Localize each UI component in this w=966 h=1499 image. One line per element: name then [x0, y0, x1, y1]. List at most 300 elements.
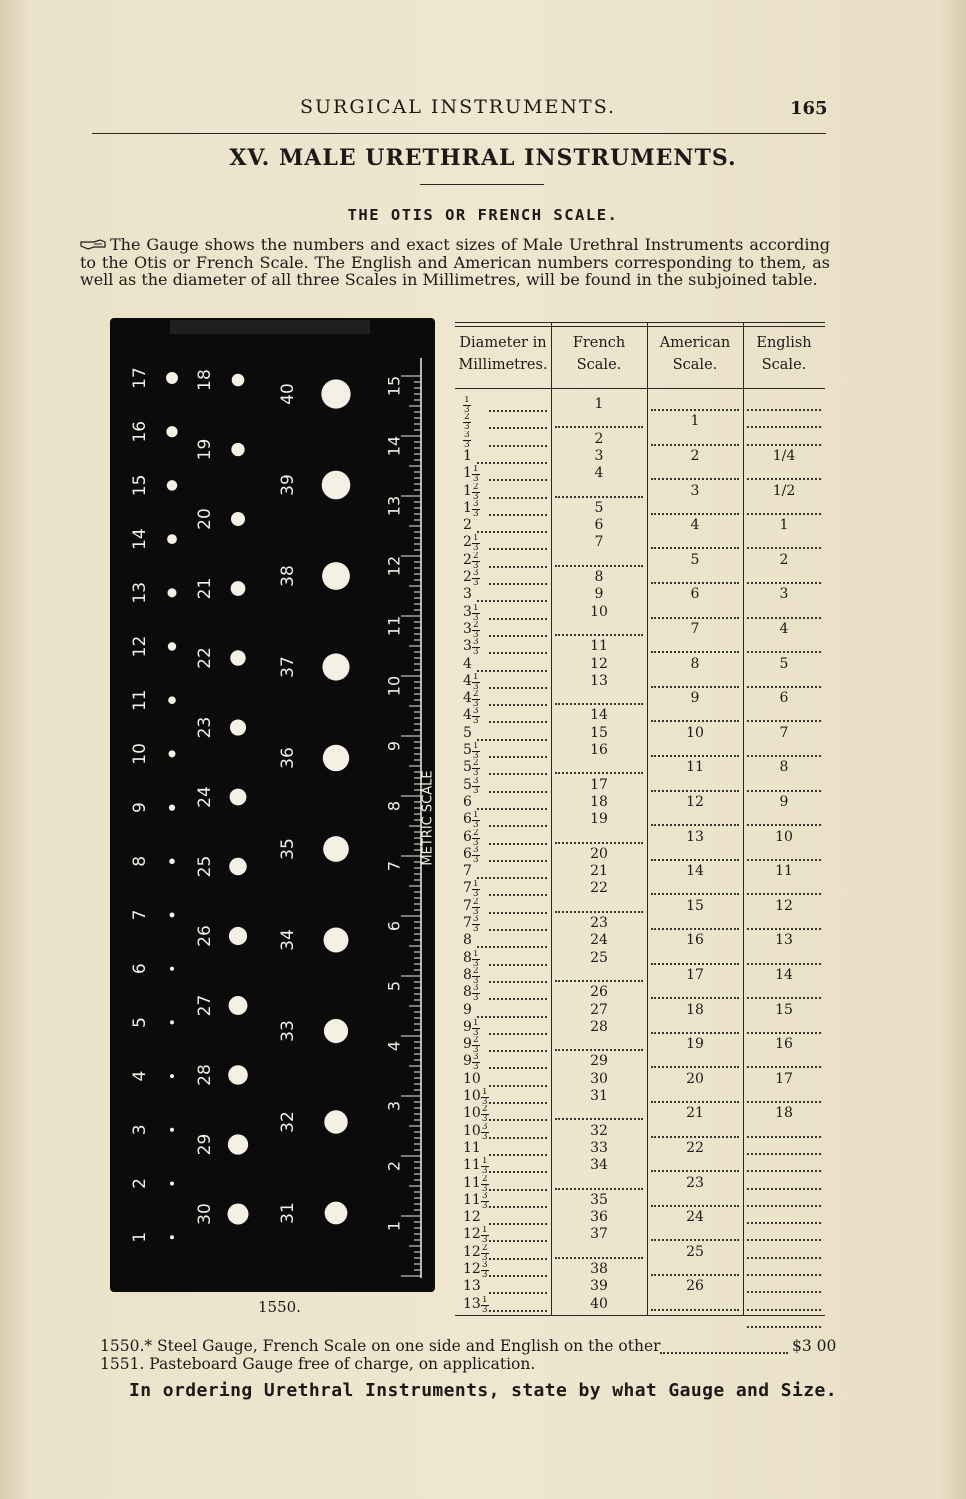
footnote-1551: 1551. Pasteboard Gauge free of charge, on application. — [100, 1355, 536, 1373]
mm-leader-dots — [489, 616, 547, 620]
mm-leader-dots — [489, 927, 547, 931]
fraction-denominator: 3 — [464, 405, 470, 413]
mm-fraction — [472, 638, 480, 655]
fraction-denominator: 3 — [472, 820, 479, 829]
gauge-hole-15 — [167, 480, 178, 491]
mm-fraction — [481, 1261, 489, 1278]
gauge-hole-1 — [170, 1235, 174, 1239]
mm-whole: 7 — [463, 880, 472, 897]
table-top-rule — [455, 322, 825, 323]
table-cell-french: 35 — [590, 1191, 608, 1208]
fraction-numerator: 3 — [472, 1053, 479, 1063]
table-cell-american: 23 — [686, 1174, 704, 1191]
mm-fraction — [472, 569, 480, 586]
gauge-hole-37 — [322, 653, 349, 680]
mm-leader-dots — [489, 702, 547, 706]
table-dot-leader — [651, 511, 739, 515]
mm-leader-dots — [489, 1100, 547, 1104]
fraction-denominator: 3 — [472, 474, 479, 483]
mm-fraction — [481, 1226, 489, 1243]
mm-fraction — [472, 673, 480, 690]
table-dot-leader — [747, 857, 821, 861]
mm-fraction — [472, 777, 480, 794]
table-cell-american: 15 — [686, 897, 704, 914]
table-dot-leader — [747, 1186, 821, 1190]
mm-leader-dots — [489, 754, 547, 758]
fraction-denominator: 3 — [481, 1114, 488, 1123]
conversion-table — [455, 322, 825, 1316]
mm-leader-dots — [489, 1135, 547, 1139]
gauge-number-1: 1 — [130, 1231, 150, 1243]
table-dot-leader — [651, 649, 739, 653]
gauge-number-31: 31 — [278, 1202, 298, 1224]
fraction-numerator: 3 — [472, 776, 479, 786]
gauge-hole-11 — [168, 696, 176, 704]
gauge-hole-4 — [170, 1074, 174, 1078]
mm-leader-dots — [489, 979, 547, 983]
gauge-number-30: 30 — [195, 1203, 215, 1225]
fraction-denominator: 3 — [472, 699, 479, 708]
metric-scale-label: METRIC SCALE — [420, 770, 435, 866]
ruler-number-10: 10 — [384, 675, 404, 697]
fraction-denominator: 3 — [472, 889, 479, 898]
mm-fraction — [472, 621, 480, 638]
mm-fraction — [481, 1296, 489, 1313]
table-cell-french: 2 — [594, 430, 604, 447]
mm-fraction — [472, 829, 480, 846]
gauge-number-17: 17 — [130, 367, 150, 389]
table-dot-leader — [747, 424, 821, 428]
mm-whole: 9 — [463, 1018, 472, 1035]
table-dot-leader — [747, 718, 821, 722]
table-dot-leader — [747, 961, 821, 965]
table-dot-leader — [555, 701, 643, 705]
mm-whole: 2 — [463, 517, 472, 534]
intro-paragraph — [80, 236, 830, 289]
mm-whole: 3 — [463, 603, 472, 620]
table-cell-american: 21 — [686, 1105, 704, 1122]
mm-fraction — [481, 1192, 489, 1209]
table-dot-leader — [747, 1064, 821, 1068]
table-dot-leader — [747, 476, 821, 480]
mm-whole: 11 — [463, 1139, 481, 1156]
table-dot-leader — [747, 822, 821, 826]
mm-whole: 12 — [463, 1243, 481, 1260]
table-cell-american: 8 — [690, 655, 700, 672]
mm-fraction — [472, 1019, 480, 1036]
mm-whole: 11 — [463, 1191, 481, 1208]
mm-whole: 2 — [463, 551, 472, 568]
mm-fraction — [472, 984, 480, 1001]
gauge-number-20: 20 — [195, 508, 215, 530]
table-cell-french: 17 — [590, 776, 608, 793]
fraction-numerator: 2 — [472, 759, 479, 769]
mm-leader-dots — [489, 1169, 547, 1173]
table-dot-leader — [651, 718, 739, 722]
mm-leader-dots — [489, 1290, 547, 1294]
gauge-hole-30 — [228, 1204, 249, 1225]
fraction-numerator: 2 — [472, 897, 479, 907]
table-cell-french: 13 — [590, 672, 608, 689]
table-dot-leader — [747, 891, 821, 895]
gauge-hole-38 — [322, 562, 350, 590]
table-cell-american: 13 — [686, 828, 704, 845]
ruler-number-15: 15 — [384, 375, 404, 397]
gauge-hole-39 — [322, 471, 351, 500]
fraction-denominator: 3 — [481, 1304, 488, 1313]
mm-fraction — [472, 950, 480, 967]
table-dot-leader — [651, 857, 739, 861]
gauge-hole-31 — [325, 1202, 348, 1225]
mm-whole: 12 — [463, 1261, 481, 1277]
mm-whole: 13 — [463, 1278, 481, 1295]
gauge-hole-17 — [166, 372, 178, 384]
mm-whole: 5 — [463, 742, 472, 758]
header-mm-line2: Millimetres. — [458, 357, 548, 373]
mm-leader-dots — [489, 1204, 547, 1208]
mm-leader-dots — [489, 1083, 547, 1087]
fraction-denominator: 3 — [472, 975, 479, 984]
gauge-hole-34 — [324, 928, 349, 953]
fraction-denominator: 3 — [481, 1166, 488, 1175]
table-cell-american: 16 — [686, 932, 704, 949]
fraction-numerator: 1 — [472, 603, 479, 613]
mm-leader-dots — [489, 789, 547, 793]
table-cell-french: 32 — [590, 1122, 608, 1139]
mm-fraction — [472, 534, 480, 551]
table-dot-leader — [747, 1272, 821, 1276]
mm-fraction — [472, 811, 480, 828]
gauge-number-11: 11 — [130, 689, 150, 712]
mm-leader-dots — [477, 460, 547, 464]
fraction-numerator: 2 — [472, 828, 479, 838]
mm-fraction — [481, 1123, 489, 1140]
footnote-price: $3 00 — [792, 1337, 837, 1355]
fraction-denominator: 3 — [464, 422, 470, 431]
fraction-numerator: 1 — [481, 1157, 488, 1167]
gauge-number-3: 3 — [130, 1124, 150, 1136]
fraction-denominator: 3 — [472, 1062, 479, 1071]
table-dot-leader — [555, 909, 643, 913]
mm-whole: 8 — [463, 949, 472, 966]
fraction-denominator: 3 — [472, 924, 479, 932]
gauge-number-34: 34 — [278, 929, 298, 951]
fraction-numerator: 3 — [472, 915, 479, 924]
mm-whole: 9 — [463, 1001, 472, 1018]
table-dot-leader — [747, 1099, 821, 1103]
table-cell-english: 15 — [775, 1001, 793, 1018]
mm-leader-dots — [489, 1187, 547, 1191]
mm-whole: 12 — [463, 1226, 481, 1243]
gauge-number-19: 19 — [195, 438, 215, 461]
table-dot-leader — [651, 753, 739, 757]
table-dot-leader — [747, 442, 821, 446]
mm-leader-dots — [489, 650, 547, 654]
table-cell-french: 33 — [590, 1139, 608, 1156]
fraction-numerator: 1 — [472, 672, 479, 682]
table-cell-american: 1 — [690, 413, 700, 430]
mm-whole: 10 — [463, 1088, 481, 1104]
table-dot-leader — [747, 649, 821, 653]
fraction-numerator: 2 — [472, 551, 479, 561]
mm-whole: 3 — [463, 586, 472, 603]
mm-leader-dots — [477, 529, 547, 533]
gauge-number-39: 39 — [278, 474, 298, 496]
ordering-note: In ordering Urethral Instruments, state by what Gauge and Size. — [129, 1380, 837, 1401]
table-cell-english: 6 — [779, 690, 789, 707]
table-cell-english: 4 — [779, 620, 789, 637]
fraction-denominator: 3 — [481, 1131, 488, 1140]
table-dot-leader — [651, 1099, 739, 1103]
mm-leader-dots — [489, 996, 547, 1000]
mm-leader-dots — [489, 858, 547, 862]
table-cell-french: 22 — [590, 880, 608, 897]
ruler-number-14: 14 — [384, 435, 404, 457]
steel-gauge — [110, 318, 435, 1292]
mm-whole: 7 — [463, 897, 472, 914]
gauge-hole-36 — [323, 745, 349, 771]
mm-fraction — [463, 413, 471, 430]
mm-leader-dots — [489, 892, 547, 896]
header-american — [647, 332, 743, 376]
mm-fraction — [472, 552, 480, 569]
table-dot-leader — [747, 1203, 821, 1207]
fraction-numerator: 3 — [472, 569, 479, 578]
table-cell-french: 16 — [590, 742, 608, 758]
table-cell-english: 14 — [775, 966, 793, 983]
fraction-numerator: 2 — [472, 690, 479, 700]
table-dot-leader — [747, 615, 821, 619]
mm-whole: 6 — [463, 828, 472, 845]
fraction-numerator: 1 — [481, 1295, 488, 1305]
table-dot-leader — [651, 961, 739, 965]
mm-whole: 9 — [463, 1053, 472, 1070]
table-cell-american: 20 — [686, 1070, 704, 1087]
gauge-hole-2 — [170, 1182, 174, 1186]
ruler-number-3: 3 — [384, 1100, 404, 1112]
gauge-number-27: 27 — [195, 994, 215, 1017]
gauge-number-37: 37 — [278, 656, 298, 678]
fraction-denominator: 3 — [472, 647, 479, 656]
running-header — [0, 96, 966, 126]
table-dot-leader — [555, 1116, 643, 1120]
mm-whole: 4 — [463, 690, 472, 707]
mm-whole: 7 — [463, 863, 472, 880]
table-cell-english: 11 — [775, 863, 793, 880]
gauge-number-38: 38 — [278, 565, 298, 587]
gauge-number-36: 36 — [278, 747, 298, 769]
gauge-hole-29 — [228, 1134, 248, 1154]
ruler-number-9: 9 — [384, 740, 404, 752]
ruler-number-7: 7 — [384, 860, 404, 872]
fraction-denominator: 3 — [481, 1200, 488, 1209]
table-dot-leader — [651, 1030, 739, 1034]
fraction-numerator: 3 — [481, 1261, 488, 1270]
table-cell-french: 14 — [590, 707, 608, 724]
fraction-numerator: 3 — [472, 638, 479, 648]
fraction-denominator: 3 — [472, 629, 479, 638]
fraction-denominator: 3 — [472, 491, 479, 500]
table-dot-leader — [651, 442, 739, 446]
gauge-number-8: 8 — [130, 855, 150, 867]
table-dot-leader — [747, 1030, 821, 1034]
table-dot-leader — [555, 978, 643, 982]
intro-text: The Gauge shows the numbers and exact sizes of Male Urethral Instruments according to the Otis or French Scale. The English and American numbers corresponding to them, as well as the diameter of all three Scales in Millimetres, will be found in the subjoined table. — [80, 235, 830, 289]
gauge-hole-23 — [230, 719, 246, 735]
table-cell-american: 5 — [690, 551, 700, 568]
table-cell-french: 24 — [590, 932, 608, 949]
fraction-numerator: 2 — [472, 482, 479, 492]
table-cell-american: 10 — [686, 724, 704, 741]
gauge-hole-20 — [231, 512, 245, 526]
table-cell-french: 12 — [590, 655, 608, 672]
mm-whole: 1 — [463, 447, 472, 464]
gauge-caption: 1550. — [258, 1298, 301, 1316]
header-title: SURGICAL INSTRUMENTS. — [300, 96, 617, 118]
table-dot-leader — [747, 580, 821, 584]
table-dot-leader — [555, 563, 643, 567]
mm-leader-dots — [489, 719, 547, 723]
mm-fraction — [472, 1053, 480, 1070]
fraction-denominator: 3 — [472, 993, 479, 1002]
mm-whole: 11 — [463, 1174, 481, 1191]
table-cell-english: 10 — [775, 828, 793, 845]
table-cell-american: 7 — [690, 620, 700, 637]
table-cell-french: 11 — [590, 638, 608, 655]
gauge-hole-33 — [324, 1019, 348, 1043]
fraction-denominator: 3 — [472, 612, 479, 621]
fraction-numerator: 2 — [464, 413, 470, 423]
mm-fraction — [472, 759, 480, 776]
gauge-hole-26 — [229, 927, 247, 945]
header-american-line2: Scale. — [672, 357, 718, 373]
table-cell-french: 4 — [594, 465, 604, 482]
fraction-numerator: 1 — [481, 1088, 488, 1097]
gauge-number-13: 13 — [130, 581, 150, 604]
table-cell-american: 19 — [686, 1036, 704, 1053]
mm-leader-dots — [489, 512, 547, 516]
mm-leader-dots — [489, 841, 547, 845]
mm-whole: 9 — [463, 1036, 472, 1053]
mm-leader-dots — [489, 962, 547, 966]
section-underline — [420, 184, 544, 185]
gauge-hole-12 — [168, 642, 176, 650]
table-cell-english: 1 — [779, 517, 789, 534]
mm-leader-dots — [489, 823, 547, 827]
fraction-denominator: 3 — [472, 716, 479, 725]
table-cell-french: 15 — [590, 724, 608, 741]
table-cell-french: 21 — [590, 863, 608, 880]
ruler-number-13: 13 — [384, 495, 404, 517]
fraction-denominator: 3 — [472, 854, 479, 863]
table-cell-american: 22 — [686, 1139, 704, 1156]
header-english-line1: English — [756, 335, 812, 351]
table-cell-french: 25 — [590, 949, 608, 966]
fraction-numerator: 1 — [472, 534, 479, 544]
mm-leader-dots — [489, 581, 547, 585]
table-cell-english: 13 — [775, 932, 793, 949]
mm-leader-dots — [477, 598, 547, 602]
fraction-numerator: 1 — [472, 880, 479, 890]
mm-whole: 3 — [463, 638, 472, 655]
table-cell-french: 5 — [594, 499, 604, 516]
table-dot-leader — [747, 1151, 821, 1155]
table-dot-leader — [651, 1134, 739, 1138]
gauge-number-22: 22 — [195, 647, 215, 669]
table-dot-leader — [747, 926, 821, 930]
table-cell-english: 7 — [779, 724, 789, 741]
fraction-denominator: 3 — [472, 508, 479, 517]
gauge-hole-5 — [170, 1020, 174, 1024]
fraction-numerator: 3 — [464, 430, 470, 440]
table-cell-french: 23 — [590, 915, 608, 931]
table-cell-french: 38 — [590, 1261, 608, 1277]
section-title: XV. MALE URETHRAL INSTRUMENTS. — [229, 145, 737, 171]
table-dot-leader — [747, 788, 821, 792]
table-dot-leader — [747, 753, 821, 757]
table-cell-french: 8 — [594, 569, 604, 585]
mm-leader-dots — [489, 1256, 547, 1260]
mm-leader-dots — [477, 944, 547, 948]
table-cell-english: 8 — [779, 759, 789, 776]
fraction-denominator: 3 — [472, 578, 479, 586]
mm-whole: 6 — [463, 811, 472, 828]
table-cell-american: 3 — [690, 482, 700, 499]
table-cell-french: 27 — [590, 1001, 608, 1018]
gauge-hole-28 — [228, 1065, 248, 1085]
mm-whole: 12 — [463, 1209, 481, 1226]
header-american-line1: American — [659, 335, 731, 351]
fraction-denominator: 3 — [464, 439, 470, 448]
gauge-number-2: 2 — [130, 1178, 150, 1189]
fraction-denominator: 3 — [472, 785, 479, 794]
table-dot-leader — [651, 788, 739, 792]
table-dot-leader — [651, 684, 739, 688]
gauge-number-4: 4 — [130, 1070, 150, 1082]
mm-whole: 3 — [463, 620, 472, 637]
table-cell-french: 6 — [594, 517, 604, 534]
table-dot-leader — [651, 1064, 739, 1068]
table-cell-american: 18 — [686, 1001, 704, 1018]
gauge-hole-9 — [169, 804, 175, 810]
mm-fraction — [472, 846, 480, 863]
ruler-number-8: 8 — [384, 800, 404, 812]
gauge-hole-14 — [167, 534, 177, 544]
mm-leader-dots — [489, 1065, 547, 1069]
table-cell-english: 16 — [775, 1036, 793, 1053]
fraction-denominator: 3 — [472, 681, 479, 690]
fraction-denominator: 3 — [472, 906, 479, 915]
mm-leader-dots — [489, 1238, 547, 1242]
table-cell-english: 3 — [779, 586, 789, 603]
fraction-denominator: 3 — [472, 768, 479, 777]
table-dot-leader — [651, 822, 739, 826]
table-dot-leader — [555, 840, 643, 844]
table-dot-leader — [651, 615, 739, 619]
subheading: THE OTIS OR FRENCH SCALE. — [347, 206, 619, 224]
mm-whole: 8 — [463, 966, 472, 983]
table-cell-american: 12 — [686, 793, 704, 810]
table-cell-american: 24 — [686, 1209, 704, 1226]
mm-leader-dots — [477, 737, 547, 741]
fraction-numerator: 1 — [472, 949, 479, 959]
gauge-hole-13 — [167, 588, 176, 597]
table-dot-leader — [747, 1307, 821, 1311]
gauge-number-16: 16 — [130, 420, 150, 443]
gauge-number-25: 25 — [195, 855, 215, 878]
gauge-hole-8 — [169, 859, 175, 865]
header-french — [551, 332, 647, 376]
